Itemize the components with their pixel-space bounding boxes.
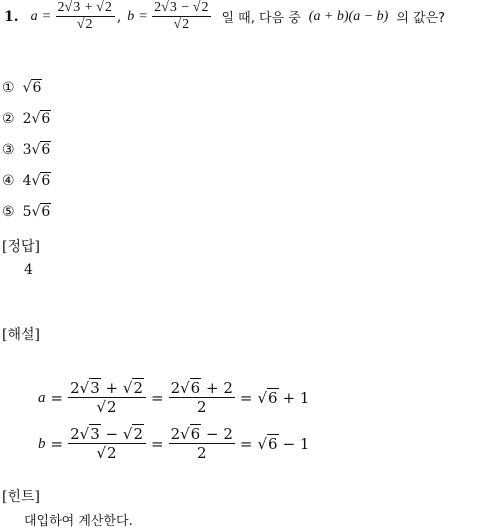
option-1[interactable]: ① √6 bbox=[2, 79, 42, 96]
var-a: a bbox=[30, 8, 38, 24]
question-ending: 의 값은? bbox=[396, 11, 446, 27]
hint-text: 대입하여 계산한다. bbox=[24, 514, 133, 529]
question-line: 1. a = $\frac{2√3 + √2}{√2}$ , b = $\frac{2√3 - √2}{√2}$ 일 때, 다음 중 (a + b)(a − b) 의 값은? bbox=[4, 0, 446, 33]
hint-label: [힌트] bbox=[2, 489, 40, 505]
explanation-line-a: a = $\frac{2√3 + √2}{√2}$ = $\frac{2√6 + 2}{2}$ = √6 + 1 bbox=[38, 379, 310, 417]
fraction-b: $\frac{2√3 - √2}{√2}$ bbox=[152, 0, 211, 34]
explanation-line-b: b = $\frac{2√3 - √2}{√2}$ = $\frac{2√6 - 2}{2}$ = √6 − 1 bbox=[38, 425, 310, 463]
var-b: b bbox=[127, 8, 135, 24]
answer-label: [정답] bbox=[2, 239, 40, 255]
option-3[interactable]: ③ 3 √6 bbox=[2, 141, 51, 158]
question-number: 1. bbox=[4, 8, 19, 25]
question-expression: (a + b)(a − b) bbox=[308, 8, 389, 24]
question-condition: 일 때, 다음 중 bbox=[221, 11, 301, 27]
option-5[interactable]: ⑤ 5 √6 bbox=[2, 203, 51, 220]
option-4[interactable]: ④ 4 √6 bbox=[2, 172, 51, 189]
options-list bbox=[2, 72, 51, 227]
option-2[interactable]: ② 2 √6 bbox=[2, 110, 51, 127]
fraction-a: $\frac{2√3 + √2}{√2}$ bbox=[56, 0, 115, 34]
answer-value: 4 bbox=[24, 262, 33, 278]
explanation-label: [해설] bbox=[2, 327, 40, 343]
